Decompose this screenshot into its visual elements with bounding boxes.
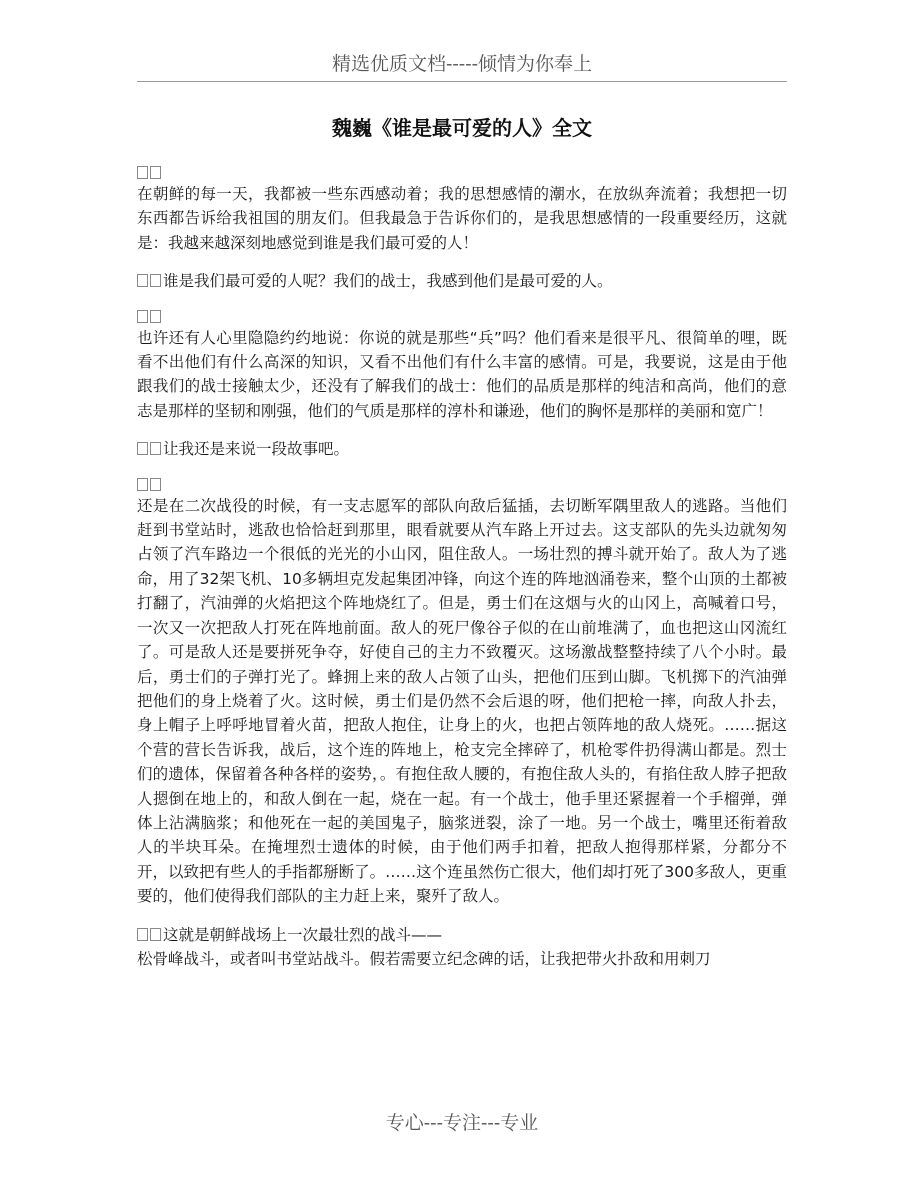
document-title: 魏巍《谁是最可爱的人》全文 (332, 116, 592, 140)
indent-glyphs (137, 476, 787, 494)
paragraph-4 (137, 437, 787, 461)
paragraph-6-text: 这就是朝鲜战场上一次最壮烈的战斗—— (163, 925, 443, 944)
article-body (137, 164, 787, 985)
paragraph-5: 还是在二次战役的时候，有一支志愿军的部队向敌后猛插，去切断军隅里敌人的逃路。当他们赶到书堂站时，逃敌也恰恰赶到那里，眼看就要从汽车路上开过去。这支部队的先头边就匆匆占领了汽车路边一个很低的光光的小山冈，阻住敌人。一场壮烈的搏斗就开始了。敌人为了逃命，用了32架飞机、10多辆坦克发起集团冲锋，向这个连的阵地汹涌卷来，整个山顶的土都被打翻了，汽油弹的火焰把这个阵地烧红了。但是，勇士们在这烟与火的山冈上，高喊着口号，一次又一次把敌人打死在阵地前面。敌人的死尸像谷子似的在山前堆满了，血也把这山冈流红了。可是敌人还是要拼死争夺，好使自己的主力不致覆灭。这场激战整整持续了八个小时。最后，勇士们的子弹打光了。蜂拥上来的敌人占领了山头，把他们压到山脚。飞机掷下的汽油弹把他们的身上烧着了火。这时候，勇士们是仍然不会后退的呀，他们把枪一摔，向敌人扑去，身上帽子上呼呼地冒着火苗，把敌人抱住，让身上的火，也把占领阵地的敌人烧死。……据这个营的营长告诉我，战后，这个连的阵地上，枪支完全摔碎了，机枪零件扔得满山都是。烈士们的遗体，保留着各种各样的姿势，。有抱住敌人腰的，有抱住敌人头的，有掐住敌人脖子把敌人摁倒在地上的，和敌人倒在一起，烧在一起。有一个战士，他手里还紧握着一个手榴弹，弹体上沾满脑浆；和他死在一起的美国鬼子，脑浆迸裂，涂了一地。另一个战士，嘴里还衔着敌人的半块耳朵。在掩埋烈士遗体的时候，由于他们两手扣着，把敌人抱得那样紧，分都分不开，以致把有些人的手指都掰断了。……这个连虽然伤亡很大，他们却打死了300多敌人，更重要的，他们使得我们部队的主力赶上来，聚歼了敌人。 (137, 496, 787, 906)
paragraph-2 (137, 269, 787, 293)
indent-glyphs (137, 308, 787, 326)
paragraph-3: 也许还有人心里隐隐约约地说：你说的就是那些“兵”吗？他们看来是很平凡、很简单的哩，既看不出他们有什么高深的知识，又看不出他们有什么丰富的感情。可是，我要说，这是由于他跟我们的战士接触太少，还没有了解我们的战士：他们的品质是那样的纯洁和高尚，他们的意志是那样的坚韧和刚强，他们的气质是那样的淳朴和谦逊，他们的胸怀是那样的美丽和宽广！ (137, 328, 787, 420)
page-header: 精选优质文档-----倾情为你奉上 (331, 53, 593, 75)
header-divider (137, 81, 787, 82)
page-footer: 专心---专注---专业 (385, 1112, 539, 1134)
paragraph-4-text: 让我还是来说一段故事吧。 (163, 440, 350, 459)
indent-glyphs (137, 164, 787, 182)
paragraph-2-text: 谁是我们最可爱的人呢？我们的战士，我感到他们是最可爱的人。 (163, 272, 613, 291)
paragraph-7: 松骨峰战斗，或者叫书堂站战斗。假若需要立纪念碑的话，让我把带火扑敌和用刺刀 (137, 949, 711, 968)
paragraph-6 (137, 923, 787, 947)
paragraph-1: 在朝鲜的每一天，我都被一些东西感动着；我的思想感情的潮水，在放纵奔流着；我想把一切东西都告诉给我祖国的朋友们。但我最急于告诉你们的，是我思想感情的一段重要经历，这就是：我越来越深刻地感觉到谁是我们最可爱的人！ (137, 185, 787, 252)
